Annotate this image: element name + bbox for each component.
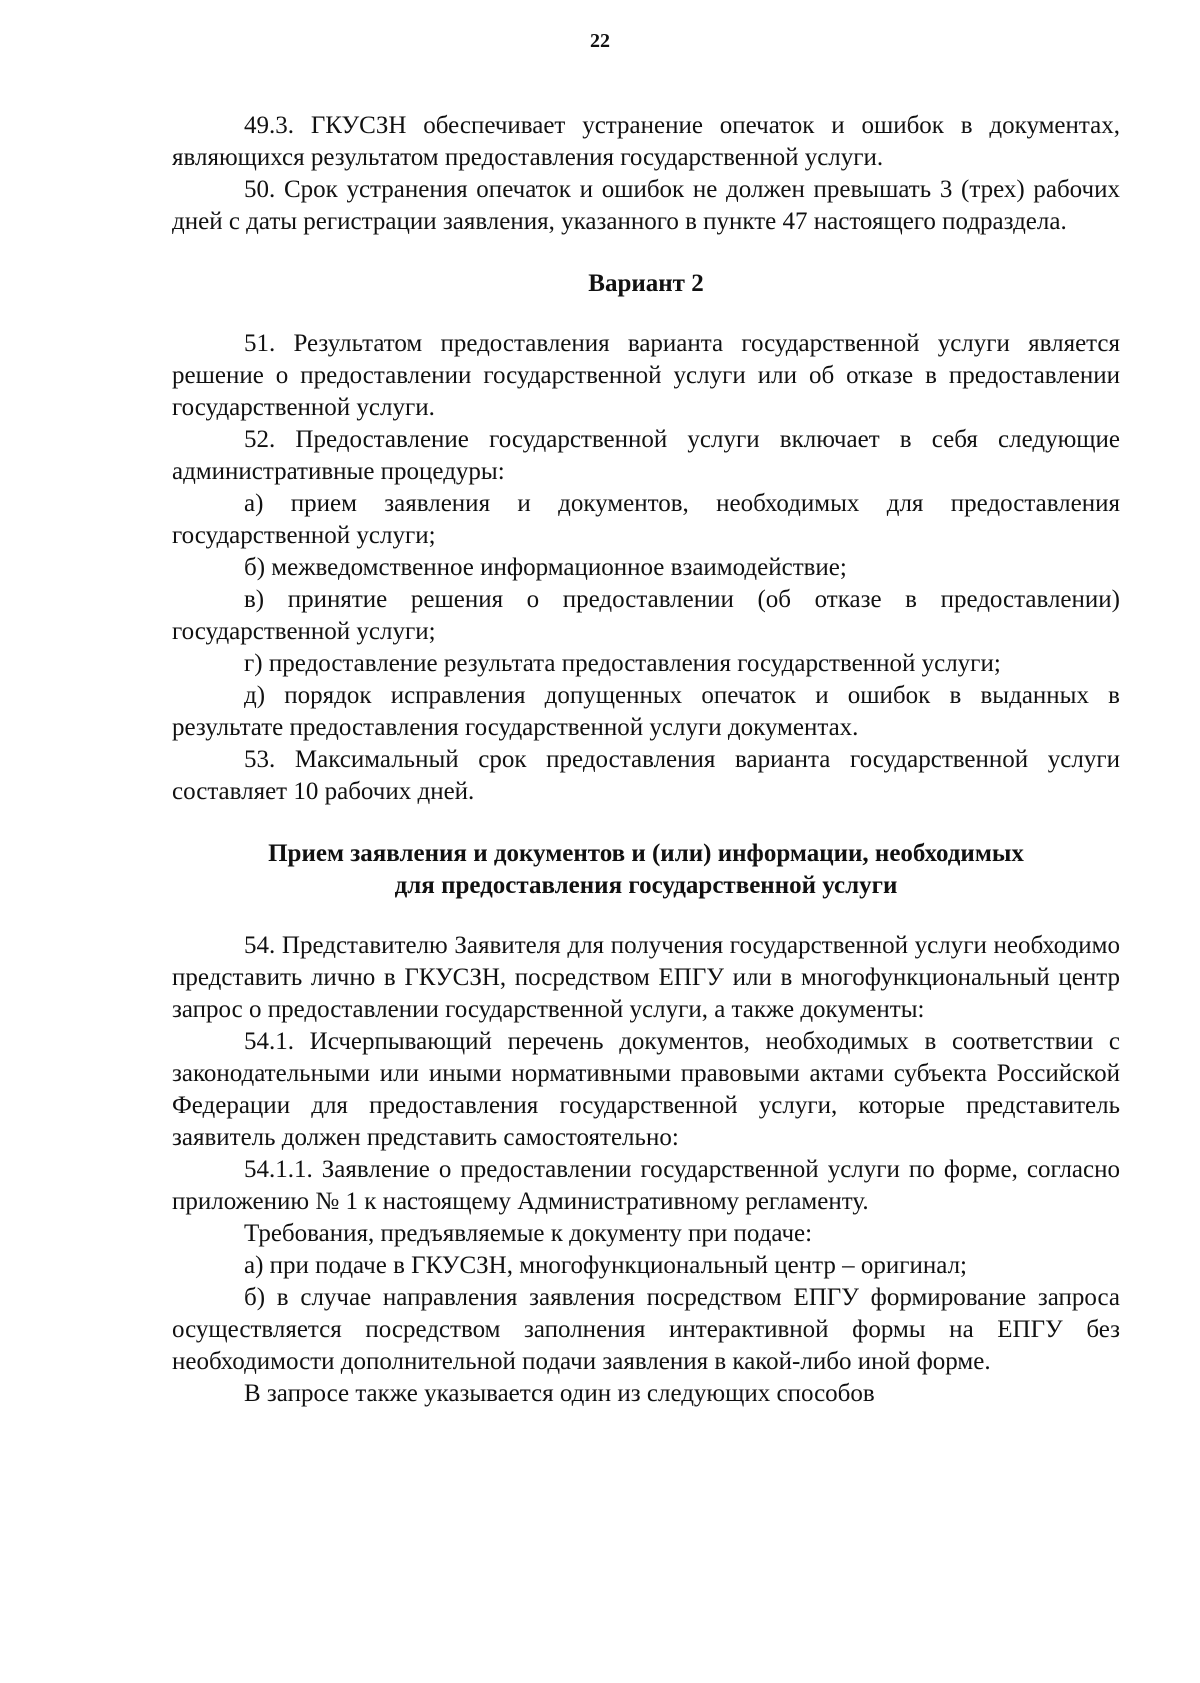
requirement-item-a: а) при подаче в ГКУСЗН, многофункциональный центр – оригинал; [244, 1252, 967, 1279]
heading-section-line-1: Прием заявления и документов и (или) информации, необходимых [268, 840, 1024, 867]
list-item-d: д) порядок исправления допущенных опечаток и ошибок в выданных в результате предоставления государственной услуги документах. [172, 682, 1120, 741]
spacer [172, 300, 1120, 328]
heading-variant-2: Вариант 2 [588, 270, 704, 297]
paragraph-52: 52. Предоставление государственной услуги включает в себя следующие административные процедуры: [172, 426, 1120, 485]
paragraph-54-1: 54.1. Исчерпывающий перечень документов, необходимых в соответствии с законодательными или иными нормативными правовыми актами субъекта Российской Федерации для предоставления государственной услуги, которые представитель заявитель должен представить самостоятельно: [172, 1028, 1120, 1151]
spacer [172, 808, 1120, 838]
page-number: 22 [590, 30, 610, 52]
list-item-a: а) прием заявления и документов, необходимых для предоставления государственной услуги; [172, 490, 1120, 549]
list-item-v: в) принятие решения о предоставлении (об отказе в предоставлении) государственной услуги; [172, 586, 1120, 645]
list-item-b: б) межведомственное информационное взаимодействие; [244, 554, 847, 581]
paragraph-53: 53. Максимальный срок предоставления варианта государственной услуги составляет 10 рабочих дней. [172, 746, 1120, 805]
paragraph-requirements: Требования, предъявляемые к документу при подаче: [244, 1220, 813, 1247]
paragraph-50: 50. Срок устранения опечаток и ошибок не должен превышать 3 (трех) рабочих дней с даты регистрации заявления, указанного в пункте 47 настоящего подраздела. [172, 176, 1120, 235]
paragraph-request-methods: В запросе также указывается один из следующих способов [244, 1380, 875, 1407]
paragraph-51: 51. Результатом предоставления варианта государственной услуги является решение о предоставлении государственной услуги или об отказе в предоставлении государственной услуги. [172, 330, 1120, 421]
list-item-g: г) предоставление результата предоставления государственной услуги; [244, 650, 1001, 677]
paragraph-54-1-1: 54.1.1. Заявление о предоставлении государственной услуги по форме, согласно приложению № 1 к настоящему Административному регламенту. [172, 1156, 1120, 1215]
heading-section-line-2: для предоставления государственной услуги [394, 872, 898, 899]
paragraph-49-3: 49.3. ГКУСЗН обеспечивает устранение опечаток и ошибок в документах, являющихся результатом предоставления государственной услуги. [172, 112, 1120, 171]
spacer [172, 902, 1120, 930]
document-body [172, 110, 1120, 1410]
paragraph-54: 54. Представителю Заявителя для получения государственной услуги необходимо представить лично в ГКУСЗН, посредством ЕПГУ или в многофункциональный центр запрос о предоставлении государственной услуги, а также документы: [172, 932, 1120, 1023]
requirement-item-b: б) в случае направления заявления посредством ЕПГУ формирование запроса осуществляется посредством заполнения интерактивной формы на ЕПГУ без необходимости дополнительной подачи заявления в какой-либо иной форме. [172, 1284, 1120, 1375]
spacer [172, 238, 1120, 268]
